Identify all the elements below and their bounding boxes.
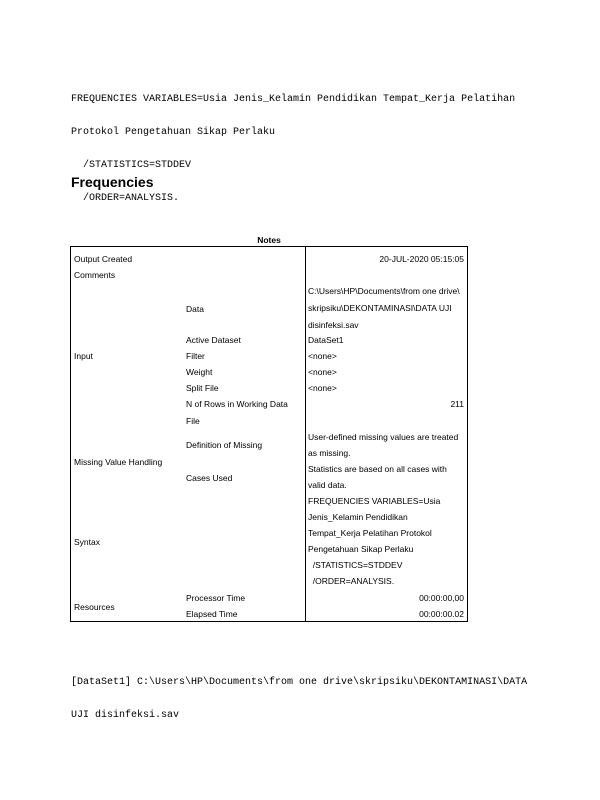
elapsed-time-label: Elapsed Time — [186, 609, 238, 619]
syntax-line: FREQUENCIES VARIABLES=Usia Jenis_Kelamin Pendidikan Tempat_Kerja Pelatihan — [71, 94, 516, 105]
cases-used-value-line: Statistics are based on all cases with — [308, 464, 447, 474]
syntax-value-line: FREQUENCIES VARIABLES=Usia — [308, 496, 441, 506]
n-rows-value: 211 — [450, 399, 464, 409]
n-rows-label-line: N of Rows in Working Data — [186, 399, 288, 409]
dataset-path — [71, 655, 527, 732]
syntax-value-line: Pengetahuan Sikap Perlaku — [308, 544, 414, 554]
input-group-label: Input — [74, 351, 93, 361]
syntax-label: Syntax — [74, 537, 100, 547]
processor-time-value: 00:00:00,00 — [419, 593, 464, 603]
missing-group-label: Missing Value Handling — [74, 457, 163, 467]
cases-used-value-line: valid data. — [308, 480, 347, 490]
syntax-block — [71, 72, 515, 215]
data-value-line: C:\Users\HP\Documents\from one drive\ — [308, 286, 460, 296]
data-value-line: disinfeksi.sav — [308, 320, 359, 330]
table-title: Notes — [257, 235, 281, 245]
notes-table — [70, 246, 468, 622]
weight-value: <none> — [308, 367, 337, 377]
resources-label: Resources — [74, 602, 115, 612]
syntax-value-line: /ORDER=ANALYSIS. — [308, 576, 395, 586]
syntax-line: /STATISTICS=STDDEV — [71, 160, 192, 171]
processor-time-label: Processor Time — [186, 593, 246, 603]
syntax-value-line: /STATISTICS=STDDEV — [308, 560, 403, 570]
data-label: Data — [186, 304, 204, 314]
cases-used-label: Cases Used — [186, 473, 233, 483]
definition-missing-value-line: as missing. — [308, 448, 351, 458]
split-file-label: Split File — [186, 383, 219, 393]
filter-value: <none> — [308, 351, 337, 361]
dataset-path-line: UJI disinfeksi.sav — [71, 710, 180, 721]
n-rows-label-line: File — [186, 416, 200, 426]
comments-label: Comments — [74, 270, 116, 280]
definition-missing-value-line: User-defined missing values are treated — [308, 432, 459, 442]
output-created-value: 20-JUL-2020 05:15:05 — [379, 254, 464, 264]
section-heading: Frequencies — [71, 174, 154, 190]
dataset-path-line: [DataSet1] C:\Users\HP\Documents\from one drive\skripsiku\DEKONTAMINASI\DATA — [71, 677, 528, 688]
syntax-value-line: Jenis_Kelamin Pendidikan — [308, 512, 408, 522]
column-divider — [305, 247, 306, 621]
weight-label: Weight — [186, 367, 213, 377]
elapsed-time-value: 00:00:00.02 — [419, 609, 464, 619]
syntax-value-line: Tempat_Kerja Pelatihan Protokol — [308, 528, 432, 538]
active-dataset-label: Active Dataset — [186, 335, 241, 345]
active-dataset-value: DataSet1 — [308, 335, 344, 345]
filter-label: Filter — [186, 351, 205, 361]
data-value-line: skripsiku\DEKONTAMINASI\DATA UJI — [308, 303, 452, 313]
split-file-value: <none> — [308, 383, 337, 393]
syntax-line: /ORDER=ANALYSIS. — [71, 193, 180, 204]
output-created-label: Output Created — [74, 254, 133, 264]
definition-missing-label: Definition of Missing — [186, 440, 263, 450]
syntax-line: Protokol Pengetahuan Sikap Perlaku — [71, 127, 276, 138]
